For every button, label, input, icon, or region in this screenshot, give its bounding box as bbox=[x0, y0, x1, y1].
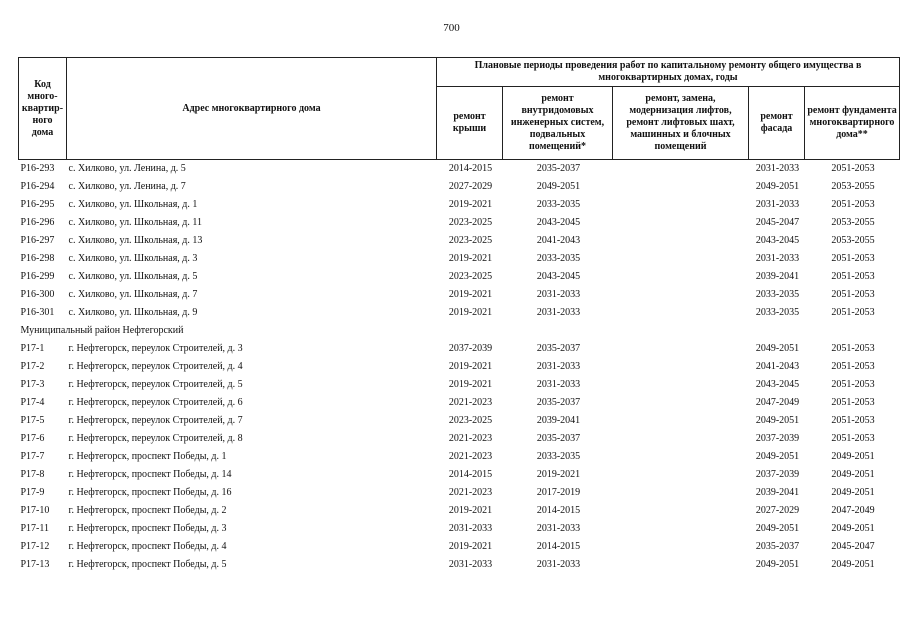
table-row bbox=[19, 340, 900, 358]
cell-address: г. Нефтегорск, переулок Строителей, д. 5 bbox=[68, 379, 243, 390]
cell-engineering: 2031-2033 bbox=[536, 289, 581, 300]
cell-engineering: 2019-2021 bbox=[536, 469, 581, 480]
cell-roof: 2031-2033 bbox=[448, 559, 493, 570]
cell-lifts bbox=[613, 178, 749, 196]
cell-lifts bbox=[613, 304, 749, 322]
cell-facade: 2045-2047 bbox=[755, 217, 800, 228]
cell-address: г. Нефтегорск, переулок Строителей, д. 6 bbox=[68, 397, 243, 408]
cell-roof: 2019-2021 bbox=[448, 379, 493, 390]
table-row bbox=[19, 412, 900, 430]
table-row bbox=[19, 448, 900, 466]
cell-code: Р16-301 bbox=[20, 307, 55, 318]
cell-engineering: 2049-2051 bbox=[536, 181, 581, 192]
cell-code: Р17-1 bbox=[20, 343, 45, 354]
cell-foundation: 2053-2055 bbox=[831, 181, 875, 192]
cell-lifts bbox=[613, 232, 749, 250]
header-address: Адрес многоквартирного дома bbox=[67, 58, 437, 160]
cell-facade: 2037-2039 bbox=[755, 469, 800, 480]
cell-roof: 2019-2021 bbox=[448, 253, 493, 264]
cell-foundation: 2047-2049 bbox=[831, 505, 875, 516]
table-row bbox=[19, 160, 900, 179]
cell-code: Р17-7 bbox=[20, 451, 45, 462]
cell-address: с. Хилково, ул. Школьная, д. 11 bbox=[68, 217, 203, 228]
cell-code: Р17-8 bbox=[20, 469, 45, 480]
cell-address: г. Нефтегорск, проспект Победы, д. 3 bbox=[68, 523, 227, 534]
cell-lifts bbox=[613, 520, 749, 538]
cell-engineering: 2031-2033 bbox=[536, 559, 581, 570]
cell-roof: 2019-2021 bbox=[448, 505, 493, 516]
cell-facade: 2043-2045 bbox=[755, 379, 800, 390]
table-body bbox=[19, 160, 900, 575]
cell-lifts bbox=[613, 376, 749, 394]
header-roof: ремонт крыши bbox=[437, 87, 503, 160]
cell-facade: 2033-2035 bbox=[755, 307, 800, 318]
cell-foundation: 2051-2053 bbox=[831, 379, 875, 390]
table-row bbox=[19, 394, 900, 412]
cell-foundation: 2051-2053 bbox=[831, 199, 875, 210]
cell-address: г. Нефтегорск, переулок Строителей, д. 3 bbox=[68, 343, 243, 354]
cell-roof: 2014-2015 bbox=[448, 469, 493, 480]
cell-code: Р17-5 bbox=[20, 415, 45, 426]
cell-foundation: 2051-2053 bbox=[831, 433, 875, 444]
cell-foundation: 2051-2053 bbox=[831, 343, 875, 354]
cell-facade: 2039-2041 bbox=[755, 271, 800, 282]
table-row bbox=[19, 556, 900, 574]
cell-address: г. Нефтегорск, переулок Строителей, д. 4 bbox=[68, 361, 243, 372]
cell-foundation: 2051-2053 bbox=[805, 160, 900, 179]
header-code: Код много-квартир-ного дома bbox=[19, 58, 67, 160]
cell-lifts bbox=[613, 250, 749, 268]
cell-roof: 2019-2021 bbox=[448, 361, 493, 372]
table-row bbox=[19, 358, 900, 376]
cell-roof: 2023-2025 bbox=[448, 415, 493, 426]
cell-engineering: 2017-2019 bbox=[536, 487, 581, 498]
table-row bbox=[19, 286, 900, 304]
cell-engineering: 2043-2045 bbox=[536, 271, 581, 282]
capital-repair-table bbox=[18, 57, 899, 574]
cell-roof: 2019-2021 bbox=[448, 199, 493, 210]
cell-facade: 2047-2049 bbox=[755, 397, 800, 408]
cell-roof: 2021-2023 bbox=[448, 397, 493, 408]
cell-foundation: 2049-2051 bbox=[831, 469, 875, 480]
cell-lifts bbox=[613, 430, 749, 448]
cell-roof: 2037-2039 bbox=[448, 343, 493, 354]
cell-engineering: 2014-2015 bbox=[536, 505, 581, 516]
cell-code: Р17-13 bbox=[20, 559, 50, 570]
cell-code: Р17-10 bbox=[20, 505, 50, 516]
cell-lifts bbox=[613, 196, 749, 214]
cell-roof: 2023-2025 bbox=[448, 235, 493, 246]
cell-engineering: 2031-2033 bbox=[536, 379, 581, 390]
header-engineering: ремонт внутридомовых инженерных систем, подвальных помещений* bbox=[503, 87, 613, 160]
cell-address: г. Нефтегорск, проспект Победы, д. 2 bbox=[68, 505, 227, 516]
cell-foundation: 2053-2055 bbox=[831, 235, 875, 246]
cell-lifts bbox=[613, 340, 749, 358]
cell-facade: 2039-2041 bbox=[755, 487, 800, 498]
cell-roof: 2023-2025 bbox=[448, 217, 493, 228]
cell-address: г. Нефтегорск, проспект Победы, д. 5 bbox=[68, 559, 227, 570]
cell-lifts bbox=[613, 358, 749, 376]
table-row bbox=[19, 250, 900, 268]
cell-engineering: 2031-2033 bbox=[536, 523, 581, 534]
cell-facade: 2049-2051 bbox=[755, 559, 800, 570]
cell-code: Р17-3 bbox=[20, 379, 45, 390]
cell-code: Р16-296 bbox=[20, 217, 55, 228]
cell-address: с. Хилково, ул. Ленина, д. 7 bbox=[68, 181, 186, 192]
cell-code: Р17-4 bbox=[20, 397, 45, 408]
cell-roof: 2019-2021 bbox=[448, 307, 493, 318]
table-row bbox=[19, 484, 900, 502]
cell-address: г. Нефтегорск, проспект Победы, д. 14 bbox=[68, 469, 232, 480]
cell-engineering: 2039-2041 bbox=[536, 415, 581, 426]
table-row bbox=[19, 268, 900, 286]
table-row bbox=[19, 304, 900, 322]
cell-address: с. Хилково, ул. Школьная, д. 5 bbox=[68, 271, 198, 282]
cell-address: с. Хилково, ул. Школьная, д. 13 bbox=[68, 235, 203, 246]
section-title: Муниципальный район Нефтегорский bbox=[20, 325, 184, 336]
cell-facade: 2049-2051 bbox=[755, 523, 800, 534]
cell-engineering: 2033-2035 bbox=[536, 451, 581, 462]
cell-code: Р16-295 bbox=[20, 199, 55, 210]
cell-engineering: 2033-2035 bbox=[536, 199, 581, 210]
cell-foundation: 2051-2053 bbox=[831, 415, 875, 426]
cell-address: г. Нефтегорск, переулок Строителей, д. 7 bbox=[68, 415, 243, 426]
cell-foundation: 2051-2053 bbox=[831, 397, 875, 408]
cell-foundation: 2051-2053 bbox=[831, 253, 875, 264]
cell-engineering: 2041-2043 bbox=[536, 235, 581, 246]
cell-facade: 2031-2033 bbox=[755, 199, 800, 210]
cell-facade: 2033-2035 bbox=[755, 289, 800, 300]
cell-code: Р16-297 bbox=[20, 235, 55, 246]
cell-code: Р16-298 bbox=[20, 253, 55, 264]
cell-lifts bbox=[613, 268, 749, 286]
cell-roof: 2014-2015 bbox=[437, 160, 503, 179]
cell-address: г. Нефтегорск, проспект Победы, д. 4 bbox=[68, 541, 227, 552]
table-row bbox=[19, 466, 900, 484]
cell-facade: 2031-2033 bbox=[755, 253, 800, 264]
cell-facade: 2035-2037 bbox=[755, 541, 800, 552]
cell-engineering: 2043-2045 bbox=[536, 217, 581, 228]
cell-foundation: 2051-2053 bbox=[831, 271, 875, 282]
cell-roof: 2019-2021 bbox=[448, 289, 493, 300]
cell-lifts bbox=[613, 484, 749, 502]
section-row bbox=[19, 322, 900, 340]
cell-roof: 2021-2023 bbox=[448, 451, 493, 462]
cell-engineering: 2035-2037 bbox=[536, 433, 581, 444]
cell-address: с. Хилково, ул. Школьная, д. 7 bbox=[68, 289, 198, 300]
cell-facade: 2049-2051 bbox=[755, 451, 800, 462]
cell-facade: 2027-2029 bbox=[755, 505, 800, 516]
cell-facade: 2041-2043 bbox=[755, 361, 800, 372]
cell-lifts bbox=[613, 556, 749, 574]
cell-foundation: 2049-2051 bbox=[831, 487, 875, 498]
cell-address: с. Хилково, ул. Школьная, д. 9 bbox=[68, 307, 198, 318]
header-foundation: ремонт фундамента многоквартирного дома** bbox=[805, 87, 900, 160]
cell-roof: 2023-2025 bbox=[448, 271, 493, 282]
cell-roof: 2021-2023 bbox=[448, 433, 493, 444]
cell-lifts bbox=[613, 502, 749, 520]
cell-facade: 2049-2051 bbox=[755, 181, 800, 192]
cell-roof: 2027-2029 bbox=[448, 181, 493, 192]
cell-engineering: 2033-2035 bbox=[536, 253, 581, 264]
cell-lifts bbox=[613, 160, 749, 179]
cell-foundation: 2049-2051 bbox=[831, 451, 875, 462]
cell-lifts bbox=[613, 538, 749, 556]
cell-address: с. Хилково, ул. Школьная, д. 3 bbox=[68, 253, 198, 264]
cell-foundation: 2053-2055 bbox=[831, 217, 875, 228]
cell-foundation: 2051-2053 bbox=[831, 289, 875, 300]
table-row bbox=[19, 430, 900, 448]
cell-address: г. Нефтегорск, проспект Победы, д. 16 bbox=[68, 487, 232, 498]
cell-address: с. Хилково, ул. Ленина, д. 5 bbox=[67, 160, 437, 179]
cell-engineering: 2035-2037 bbox=[536, 397, 581, 408]
cell-facade: 2049-2051 bbox=[755, 415, 800, 426]
cell-engineering: 2031-2033 bbox=[536, 307, 581, 318]
table-row bbox=[19, 520, 900, 538]
table-row bbox=[19, 232, 900, 250]
cell-code: Р17-11 bbox=[20, 523, 50, 534]
cell-address: г. Нефтегорск, проспект Победы, д. 1 bbox=[68, 451, 227, 462]
cell-facade: 2043-2045 bbox=[755, 235, 800, 246]
cell-code: Р16-293 bbox=[19, 160, 67, 179]
cell-address: с. Хилково, ул. Школьная, д. 1 bbox=[68, 199, 198, 210]
cell-roof: 2021-2023 bbox=[448, 487, 493, 498]
table-row bbox=[19, 502, 900, 520]
header-facade: ремонт фасада bbox=[749, 87, 805, 160]
cell-code: Р17-2 bbox=[20, 361, 45, 372]
cell-code: Р16-300 bbox=[20, 289, 55, 300]
cell-engineering: 2035-2037 bbox=[503, 160, 613, 179]
table-row bbox=[19, 196, 900, 214]
cell-facade: 2049-2051 bbox=[755, 343, 800, 354]
header-lifts: ремонт, замена, модернизация лифтов, ремонт лифтовых шахт, машинных и блочных помещений bbox=[613, 87, 749, 160]
cell-foundation: 2051-2053 bbox=[831, 307, 875, 318]
cell-lifts bbox=[613, 394, 749, 412]
cell-foundation: 2051-2053 bbox=[831, 361, 875, 372]
cell-code: Р17-6 bbox=[20, 433, 45, 444]
cell-lifts bbox=[613, 214, 749, 232]
cell-lifts bbox=[613, 448, 749, 466]
cell-engineering: 2031-2033 bbox=[536, 361, 581, 372]
cell-foundation: 2045-2047 bbox=[831, 541, 875, 552]
table-row bbox=[19, 178, 900, 196]
cell-engineering: 2014-2015 bbox=[536, 541, 581, 552]
cell-code: Р17-9 bbox=[20, 487, 45, 498]
table-row bbox=[19, 538, 900, 556]
cell-roof: 2031-2033 bbox=[448, 523, 493, 534]
cell-roof: 2019-2021 bbox=[448, 541, 493, 552]
cell-engineering: 2035-2037 bbox=[536, 343, 581, 354]
cell-code: Р16-299 bbox=[20, 271, 55, 282]
cell-code: Р16-294 bbox=[20, 181, 55, 192]
cell-foundation: 2049-2051 bbox=[831, 523, 875, 534]
cell-lifts bbox=[613, 286, 749, 304]
table-row bbox=[19, 376, 900, 394]
cell-lifts bbox=[613, 466, 749, 484]
cell-facade: 2031-2033 bbox=[749, 160, 805, 179]
cell-code: Р17-12 bbox=[20, 541, 50, 552]
cell-address: г. Нефтегорск, переулок Строителей, д. 8 bbox=[68, 433, 243, 444]
cell-lifts bbox=[613, 412, 749, 430]
cell-foundation: 2049-2051 bbox=[831, 559, 875, 570]
cell-facade: 2037-2039 bbox=[755, 433, 800, 444]
header-periods-group: Плановые периоды проведения работ по капитальному ремонту общего имущества в многоквартирных домах, годы bbox=[437, 58, 900, 87]
table-row bbox=[19, 214, 900, 232]
page-number: 700 bbox=[443, 22, 460, 34]
